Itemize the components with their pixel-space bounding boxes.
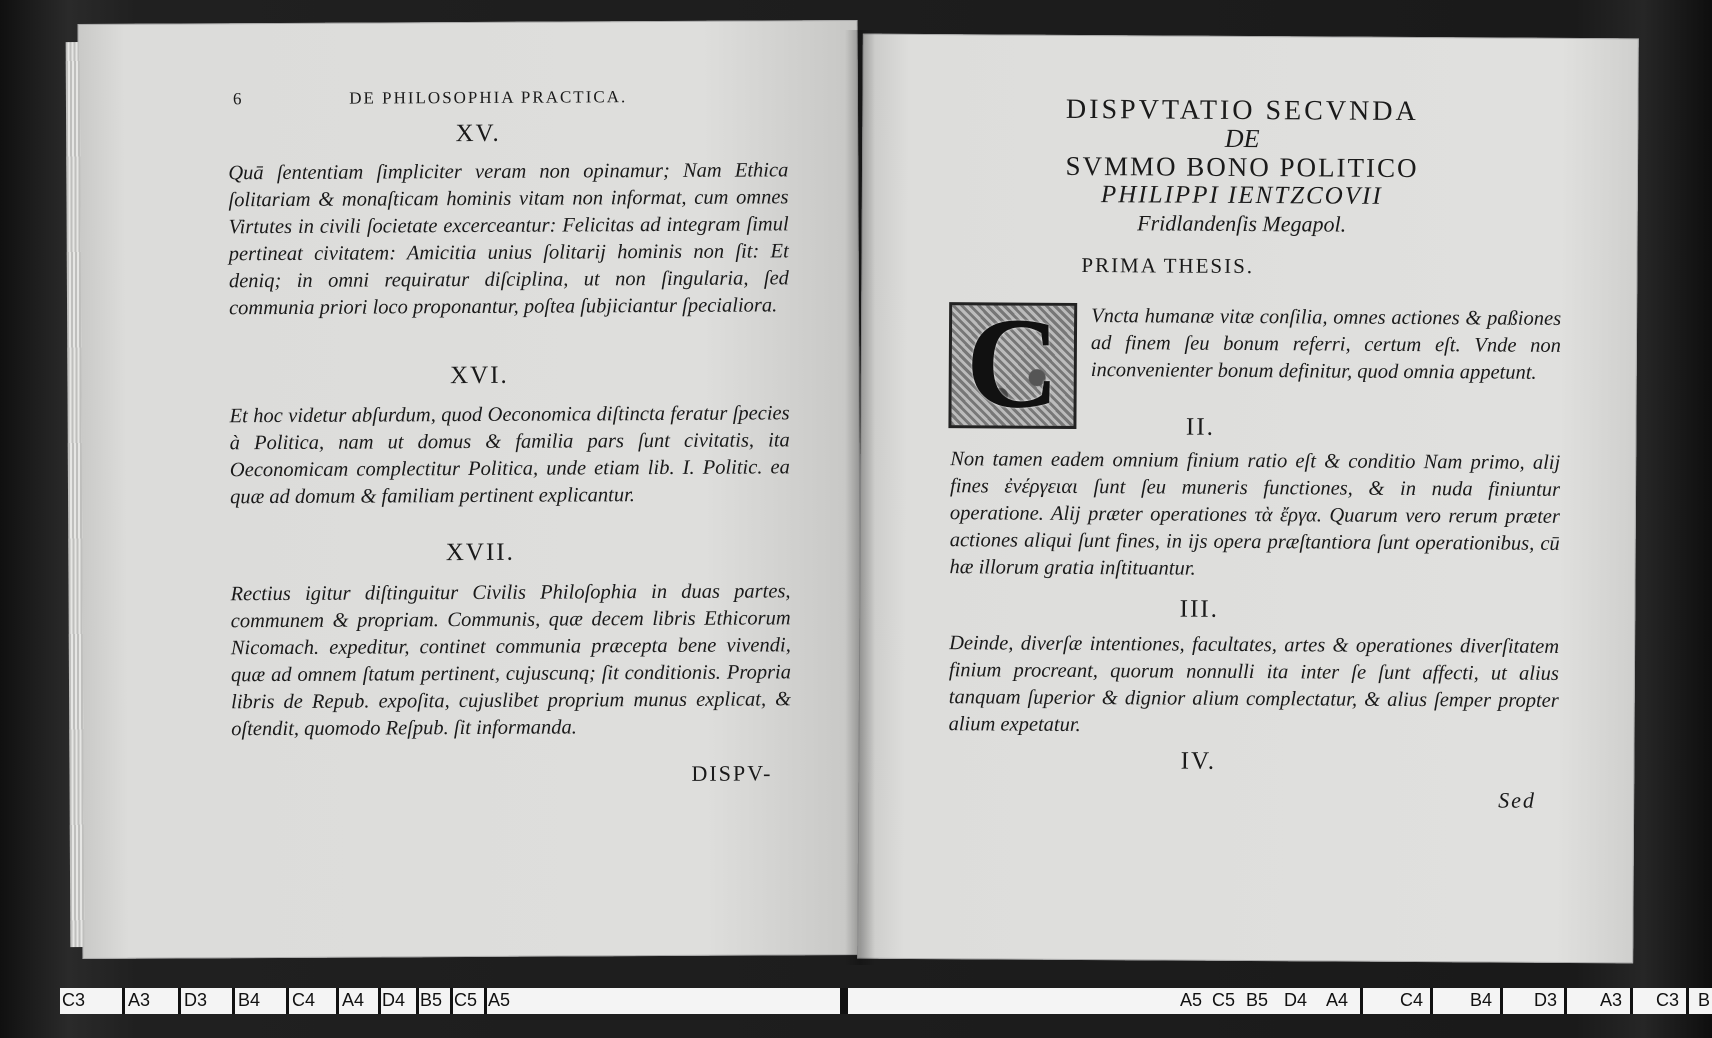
decorated-initial — [948, 291, 1077, 436]
title-block — [972, 94, 1513, 239]
strip-label: C3 — [62, 990, 86, 1010]
strip-tick — [416, 988, 419, 1014]
strip-label: A4 — [342, 990, 365, 1010]
section-numeral-xv: XV. — [455, 119, 501, 148]
strip-label: A5 — [488, 990, 511, 1010]
section-text-iii: Deinde, diverſæ intentiones, facultates, artes & operationes diverſitatem finium procreant, quorum nonnulli ita inter ſe ſunt affecti, ut alius tanquam ſuperior & dignior alium complectatur, & alius ſemper propter alium expetatur. — [948, 632, 1560, 736]
strip-tick — [1430, 988, 1433, 1014]
right-page — [857, 34, 1639, 964]
strip-tick — [1564, 988, 1567, 1014]
left-page — [78, 20, 863, 959]
catchword: Sed — [1498, 787, 1537, 813]
strip-label: C4 — [292, 990, 316, 1010]
strip-tick — [286, 988, 289, 1014]
strip-tick — [178, 988, 181, 1014]
strip-label: D3 — [1534, 990, 1558, 1010]
strip-label: D3 — [184, 990, 208, 1010]
section-numeral-iv: IV. — [1180, 747, 1217, 775]
strip-label: B4 — [1470, 990, 1493, 1010]
strip-label: B4 — [238, 990, 261, 1010]
strip-tick — [378, 988, 381, 1014]
strip-label: B — [1698, 990, 1711, 1010]
film-strip — [60, 988, 1712, 1014]
thesis-text-i: Vncta humanæ vitæ conſilia, omnes actiones & paßiones ad finem ſeu bonum referri, certum eſt. Vnde non inconvenienter bonum definitur, quod omnia appetunt. — [1090, 305, 1562, 384]
strip-label: A3 — [128, 990, 151, 1010]
section-text-xv: Quā ſententiam ſimpliciter veram non opinamur; Nam Ethica ſolitariam & monaſticam hominis vitam non informat, cum omnes Virtutes in civili ſocietate excerceantur: Felicitas ad integram ſimul pertineat civitatem: Amicitia unius ſolitarij hominis non ſit: Et deniq; in omni requiratur diſciplina, ut non ſingularia, ſed communia priori loco proponantur, poſtea ſubjiciantur ſpecialiora. — [228, 159, 789, 320]
running-head-title: DE PHILOSOPHIA PRACTICA. — [349, 87, 628, 108]
section-numeral-ii: II. — [1185, 413, 1215, 441]
title-line-3: SVMMO BONO POLITICO — [1065, 150, 1419, 184]
strip-label: B5 — [420, 990, 443, 1010]
strip-tick — [336, 988, 339, 1014]
catchword: DISPV- — [691, 760, 773, 786]
section-numeral-iii: III. — [1179, 595, 1220, 623]
strip-tick — [1500, 988, 1503, 1014]
strip-center-tick — [840, 988, 848, 1014]
author-origin: Fridlandenſis Megapol. — [1137, 210, 1347, 237]
strip-tick — [122, 988, 125, 1014]
section-numeral-xvii: XVII. — [445, 538, 515, 567]
section-text-xvi: Et hoc videtur abſurdum, quod Oeconomica diſtincta feratur ſpecies à Politica, nam ut domus & familia pars ſunt civitatis, ita Oeconomicam complectitur Politica, unde etiam lib. I. Politic. ea quæ ad domum & familiam pertinent explicantur. — [229, 402, 790, 509]
strip-label: C5 — [454, 990, 478, 1010]
strip-label: C4 — [1400, 990, 1424, 1010]
title-line-2: DE — [1224, 123, 1260, 154]
strip-tick — [1360, 988, 1363, 1014]
section-text-ii: Non tamen eadem omnium finium ratio eſt & conditio Nam primo, alij fines ἐνέργειαι ſunt ſeu muneris functiones, & in nuda finiuntur operatione. Alij præter operationes τὰ ἔργα. Quarum vero rerum præter actiones aliqui ſunt fines, in ijs opera præſtantiora ſunt operationibus, cū hæ illorum gratia inſtituantur. — [949, 448, 1561, 580]
strip-tick — [484, 988, 487, 1014]
strip-tick — [232, 988, 235, 1014]
strip-label: B5 — [1246, 990, 1269, 1010]
strip-label: D4 — [382, 990, 406, 1010]
strip-tick — [1686, 988, 1689, 1014]
initial-letter: C — [965, 291, 1061, 436]
section-numeral-xvi: XVI. — [449, 361, 509, 390]
strip-tick — [450, 988, 453, 1014]
running-head — [233, 86, 773, 109]
title-line-1: DISPVTATIO SECVNDA — [1065, 93, 1419, 128]
strip-label: C3 — [1656, 990, 1680, 1010]
strip-label: A3 — [1600, 990, 1623, 1010]
strip-label: A4 — [1326, 990, 1349, 1010]
section-text-xvii: Rectius igitur diſtinguitur Civilis Philoſophia in duas partes, communem & propriam. Communis, quæ decem libris Ethicorum Nicomach. expeditur, continet communia præcepta bene vivendi, quæ ad omnem ſtatum pertinent, cujuscunq; ſit conditionis. Propria libris de Repub. expoſita, cujuslibet proprium munus explicat, & oſtendit, quomodo Reſpub. ſit informanda. — [230, 580, 792, 741]
thesis-heading: PRIMA THESIS. — [1081, 252, 1255, 279]
strip-label: A5 — [1180, 990, 1203, 1010]
author-name: PHILIPPI IENTZCOVII — [1100, 181, 1383, 210]
strip-tick — [1630, 988, 1633, 1014]
page-number: 6 — [232, 89, 244, 109]
strip-label: D4 — [1284, 990, 1308, 1010]
book-gutter — [845, 30, 875, 965]
strip-label: C5 — [1212, 990, 1236, 1010]
